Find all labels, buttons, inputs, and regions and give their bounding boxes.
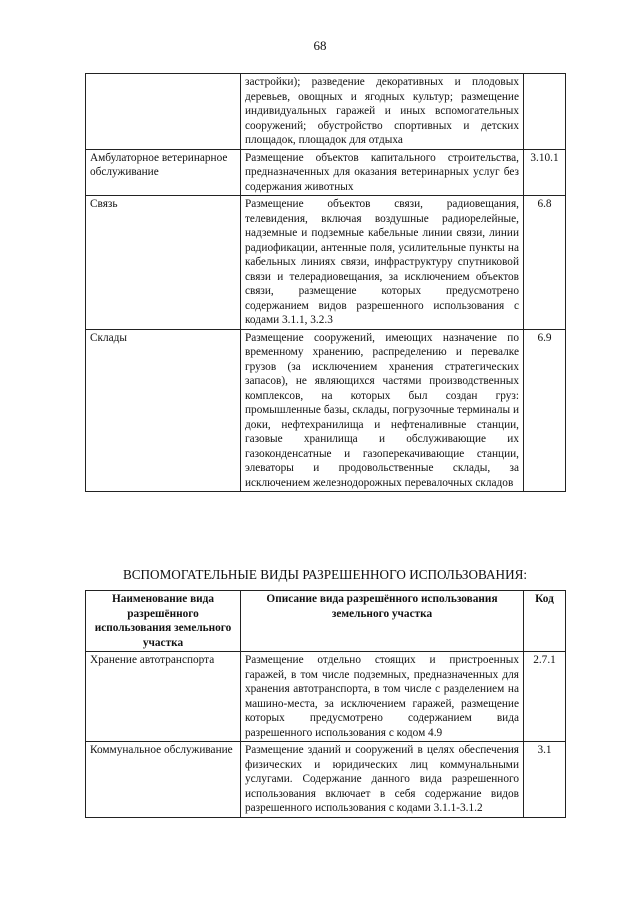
- table-row: [86, 742, 566, 818]
- use-description-cell: Размещение зданий и сооружений в целях обеспечения физических и юридических лиц коммунальными услугами. Содержание данного вида разрешенного использования включает в себя содержание видов разрешенного использования с кодами 3.1.1-3.1.2: [241, 742, 524, 818]
- table-row: [86, 149, 566, 196]
- table-row: [86, 652, 566, 742]
- table-row: [86, 196, 566, 330]
- use-code-cell: 2.7.1: [524, 652, 566, 742]
- use-name-cell: Амбулаторное ветеринарное обслуживание: [86, 149, 241, 196]
- use-name-cell: Коммунальное обслуживание: [86, 742, 241, 818]
- table-row: [86, 74, 566, 150]
- use-code-cell: 3.10.1: [524, 149, 566, 196]
- use-code-cell: 6.9: [524, 329, 566, 492]
- use-code-cell: 6.8: [524, 196, 566, 330]
- column-header-name: Наименование вида разрешённого использования земельного участка: [86, 591, 241, 652]
- land-use-table-continued: [85, 73, 566, 492]
- auxiliary-land-use-table: [85, 590, 566, 818]
- use-description-cell: Размещение объектов связи, радиовещания, телевидения, включая воздушные радиорелейные, надземные и подземные кабельные линии связи, линии радиофикации, антенные поля, усилительные пункты на кабельных линиях связи, инфраструктуру спутниковой связи и телерадиовещания, за исключением объектов связи, размещение которых предусмотрено содержанием видов разрешенного использования с кодами 3.1.1, 3.2.3: [241, 196, 524, 330]
- page-number: 68: [313, 38, 327, 53]
- use-name-cell: Связь: [86, 196, 241, 330]
- use-code-cell: [524, 74, 566, 150]
- use-code-cell: 3.1: [524, 742, 566, 818]
- use-description-cell: Размещение отдельно стоящих и пристроенных гаражей, в том числе подземных, предназначенных для хранения автотранспорта, в том числе с разделением на машино-места, за исключением гаражей, размещение которых предусмотрено содержанием вида разрешенного использования с кодом 4.9: [241, 652, 524, 742]
- table-header-row: [86, 591, 566, 652]
- column-header-code: Код: [524, 591, 566, 652]
- use-name-cell: Склады: [86, 329, 241, 492]
- use-description-cell: Размещение объектов капитального строительства, предназначенных для оказания ветеринарных услуг без содержания животных: [241, 149, 524, 196]
- column-header-description: Описание вида разрешённого использования земельного участка: [241, 591, 524, 652]
- section-title: ВСПОМОГАТЕЛЬНЫЕ ВИДЫ РАЗРЕШЕННОГО ИСПОЛЬЗОВАНИЯ:: [122, 567, 528, 582]
- use-name-cell: Хранение автотранспорта: [86, 652, 241, 742]
- table-row: [86, 329, 566, 492]
- use-description-cell: застройки); разведение декоративных и плодовых деревьев, овощных и ягодных культур; размещение индивидуальных гаражей и иных вспомогательных сооружений; обустройство спортивных и детских площадок, площадок для отдыха: [241, 74, 524, 150]
- use-name-cell: [86, 74, 241, 150]
- use-description-cell: Размещение сооружений, имеющих назначение по временному хранению, распределению и перевалке грузов (за исключением хранения стратегических запасов), не являющихся частями производственных комплексов, на которых был создан груз: промышленные базы, склады, погрузочные терминалы и доки, нефтехранилища и нефтеналивные станции, газовые хранилища и обслуживающие их газоконденсатные и газоперекачивающие станции, элеваторы и продовольственные склады, за исключением железнодорожных перевалочных складов: [241, 329, 524, 492]
